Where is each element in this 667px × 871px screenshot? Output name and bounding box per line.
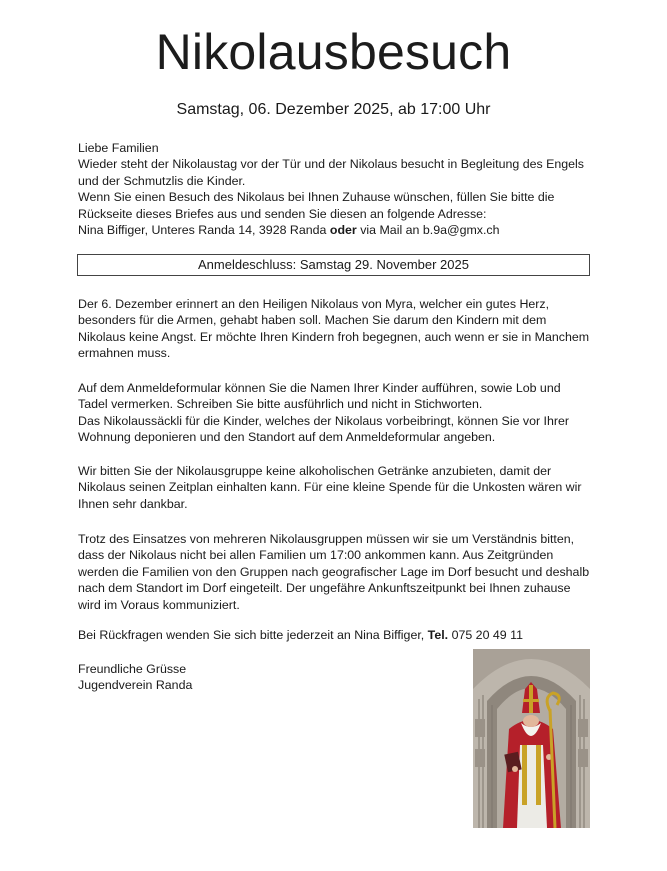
paragraph-nikolaus <box>78 296 598 362</box>
address-line <box>78 222 598 238</box>
intro-line: und der Schmutzlis die Kinder. <box>78 173 246 188</box>
text-line: Das Nikolaussäckli für die Kinder, welches der Nikolaus vorbeibringt, können Sie vor Ihrer <box>78 413 570 428</box>
text-line: ermahnen muss. <box>78 346 171 361</box>
text-line: dass der Nikolaus nicht bei allen Familien um 17:00 ankommen kann. Aus Zeitgründen <box>78 548 554 563</box>
paragraph-form <box>78 380 598 446</box>
text-line: Wohnung deponieren und den Standort auf dem Anmeldeformular angeben. <box>78 430 496 445</box>
closing-greeting: Freundliche Grüsse <box>78 662 187 676</box>
text-line: Ihnen sehr dankbar. <box>78 496 188 511</box>
phone-number: 075 20 49 11 <box>451 628 523 642</box>
paragraph-schedule <box>78 531 598 613</box>
closing <box>78 661 278 694</box>
email-address: via Mail an b.9a@gmx.ch <box>360 223 500 238</box>
greeting: Liebe Familien <box>78 141 159 155</box>
text-line: Wir bitten Sie der Nikolausgruppe keine alkoholischen Getränke anzubieten, damit der <box>78 464 552 478</box>
text-line: werden die Familien von den Gruppen nach geografischer Lage im Dorf besucht und deshalb <box>78 564 590 579</box>
text-line: Nikolaus keine Angst. Er möchte Ihren Kindern froh begegnen, auch wenn er sie in Manchem <box>78 329 590 344</box>
page-title: Nikolausbesuch <box>155 24 512 80</box>
intro-line: Wenn Sie einen Besuch des Nikolaus bei Ihnen Zuhause wünschen, füllen Sie bitte die <box>78 190 555 205</box>
text-line: wird im Voraus kommuniziert. <box>78 597 240 612</box>
text-line: Tadel vermerken. Schreiben Sie bitte ausführlich und nicht in Stichworten. <box>78 397 483 412</box>
text-line: Auf dem Anmeldeformular können Sie die Namen Ihrer Kinder aufführen, sowie Lob und <box>78 381 561 395</box>
text-line: Nikolaus seinen Zeitplan einhalten kann. Für eine kleine Spende für die Unkosten wären wir <box>78 480 582 495</box>
postal-address: Nina Biffiger, Unteres Randa 14, 3928 Randa <box>78 223 327 238</box>
intro-line: Rückseite dieses Briefes aus und senden Sie diesen an folgende Adresse: <box>78 206 487 221</box>
contact-line <box>78 627 598 643</box>
signature-org: Jugendverein Randa <box>78 678 193 693</box>
text-line: besonders für die Armen, gehabt haben soll. Machen Sie darum den Kindern mit dem <box>78 313 547 328</box>
intro-paragraph <box>78 140 598 238</box>
nikolaus-photo <box>473 649 590 828</box>
text-line: nach dem Standort im Dorf eingeteilt. Der ungefähre Ankunftszeitpunkt bei Ihnen zuhause <box>78 581 571 596</box>
event-date: Samstag, 06. Dezember 2025, ab 17:00 Uhr <box>176 101 491 118</box>
paragraph-drinks <box>78 463 598 512</box>
text-line: Trotz des Einsatzes von mehreren Nikolausgruppen müssen wir sie um Verständnis bitten, <box>78 532 575 546</box>
nikolaus-figure-image <box>473 649 590 828</box>
contact-text: Bei Rückfragen wenden Sie sich bitte jederzeit an Nina Biffiger, <box>78 628 425 642</box>
deadline-box: Anmeldeschluss: Samstag 29. November 2025 <box>77 254 590 276</box>
tel-label: Tel. <box>427 628 449 642</box>
intro-line: Wieder steht der Nikolaustag vor der Tür und der Nikolaus besucht in Begleitung des Engels <box>78 157 585 172</box>
or-word: oder <box>329 223 357 238</box>
text-line: Der 6. Dezember erinnert an den Heiligen Nikolaus von Myra, welcher ein gutes Herz, <box>78 297 550 311</box>
